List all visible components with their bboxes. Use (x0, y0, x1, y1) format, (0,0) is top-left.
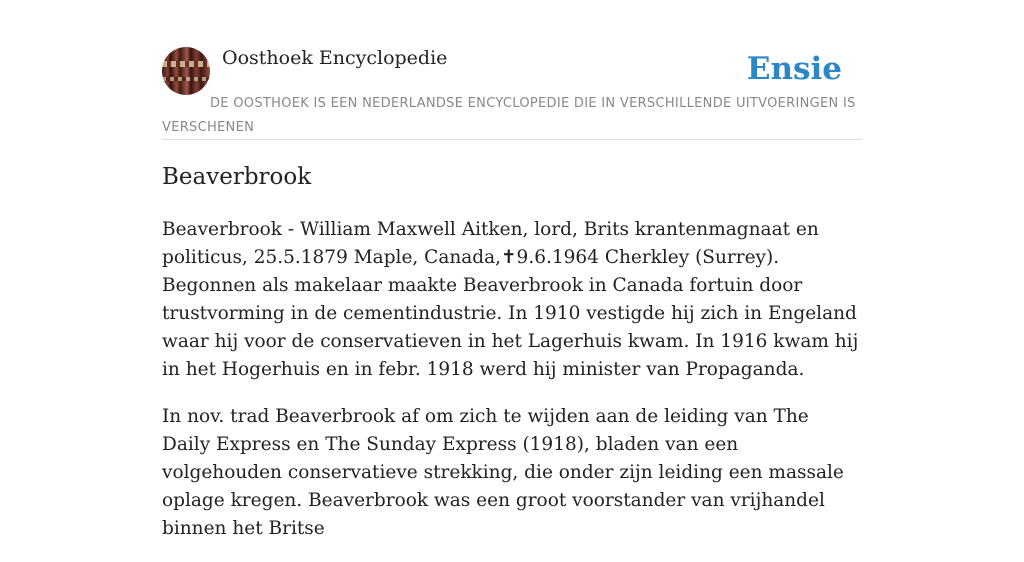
article-paragraph: Beaverbrook - William Maxwell Aitken, lord, Brits krantenmagnaat en politicus, 25.5.1879 Maple, Canada,✝9.6.1964 Cherkley (Surrey). Begonnen als makelaar maakte Beaverbrook in Canada fortuin door trustvorming in de cementindustrie. In 1910 vestigde hij zich in Engeland waar hij voor de conservatieven in het Lagerhuis kwam. In 1916 kwam hij in het Hogerhuis en in febr. 1918 werd hij minister van Propaganda. (162, 219, 859, 380)
article-title: Beaverbrook (162, 164, 312, 190)
site-tagline: DE OOSTHOEK IS EEN NEDERLANDSE ENCYCLOPEDIE DIE IN VERSCHILLENDE UITVOERINGEN IS VERSCHENEN (162, 96, 856, 135)
article-paragraph: In nov. trad Beaverbrook af om zich te wijden aan de leiding van The Daily Express en The Sunday Express (1918), bladen van een volgehouden conservatieve strekking, die onder zijn leiding een massale oplage kregen. Beaverbrook was een groot voorstander van vrijhandel binnen het Britse (162, 406, 844, 539)
site-header (162, 46, 862, 140)
encyclopedia-avatar[interactable] (162, 47, 210, 95)
header-divider (162, 139, 862, 140)
site-name[interactable]: Oosthoek Encyclopedie (222, 47, 448, 69)
ensie-logo[interactable]: Ensie (746, 51, 842, 87)
article-body (162, 216, 862, 562)
